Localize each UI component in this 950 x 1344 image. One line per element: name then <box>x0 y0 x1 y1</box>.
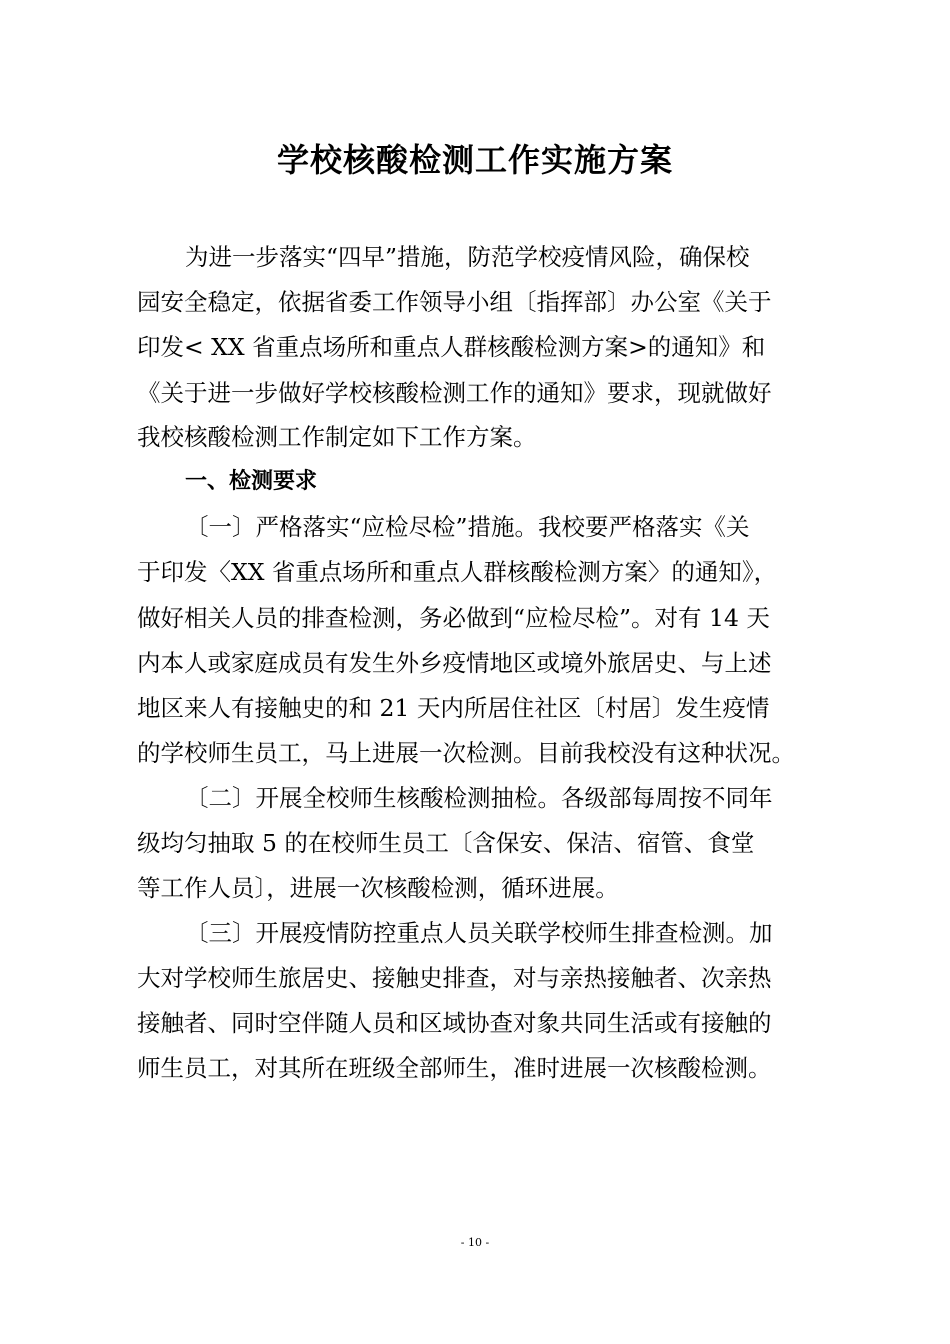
intro-line-3: 印发< XX 省重点场所和重点人群核酸检测方案>的通知》和 <box>137 333 766 361</box>
section-heading-requirements: 一、检测要求 <box>185 469 318 494</box>
item3-line-4: 师生员工，对其所在班级全部师生，准时进展一次核酸检测。 <box>137 1054 772 1082</box>
item1-line-6: 的学校师生员工，马上进展一次检测。目前我校没有这种状况。 <box>137 739 795 767</box>
item1-line-5: 地区来人有接触史的和 21 天内所居住社区〔村居〕发生疫情 <box>137 694 770 722</box>
item2-line-2: 级均匀抽取 5 的在校师生员工〔含保安、保洁、宿管、食堂 <box>137 829 755 857</box>
item1-line-2: 于印发〈XX 省重点场所和重点人群核酸检测方案〉的通知》， <box>137 558 778 586</box>
intro-line-2: 园安全稳定，依据省委工作领导小组〔指挥部〕办公室《关于 <box>137 288 772 316</box>
item1-line-1: 〔一〕严格落实“应检尽检”措施。我校要严格落实《关 <box>185 513 750 541</box>
document-title: 学校核酸检测工作实施方案 <box>276 141 673 179</box>
item2-line-3: 等工作人员〕，进展一次核酸检测，循环进展。 <box>137 874 619 902</box>
item3-line-3: 接触者、同时空伴随人员和区域协查对象共同生活或有接触的 <box>137 1009 772 1037</box>
item3-line-2: 大对学校师生旅居史、接触史排查，对与亲热接触者、次亲热 <box>137 964 772 992</box>
intro-line-4: 《关于进一步做好学校核酸检测工作的通知》要求，现就做好 <box>137 379 772 407</box>
item3-line-1: 〔三〕开展疫情防控重点人员关联学校师生排查检测。加 <box>185 919 773 947</box>
item1-line-4: 内本人或家庭成员有发生外乡疫情地区或境外旅居史、与上述 <box>137 649 772 677</box>
intro-line-1: 为进一步落实“四早”措施，防范学校疫情风险，确保校 <box>185 243 750 271</box>
page-number: - 10 - <box>460 1236 490 1249</box>
intro-line-5: 我校核酸检测工作制定如下工作方案。 <box>137 423 537 451</box>
item1-line-3: 做好相关人员的排查检测，务必做到“应检尽检”。对有 14 天 <box>137 604 770 632</box>
item2-line-1: 〔二〕开展全校师生核酸检测抽检。各级部每周按不同年 <box>185 784 773 812</box>
